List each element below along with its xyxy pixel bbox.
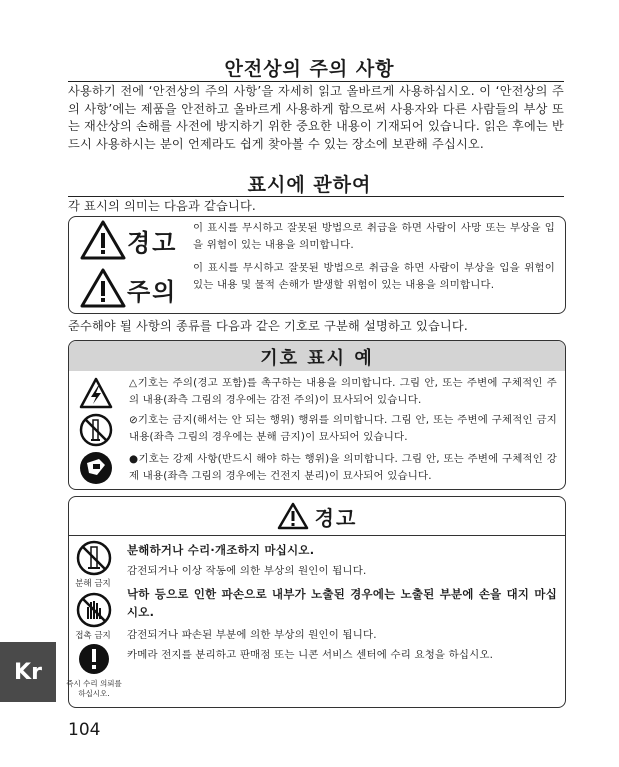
symbol-prohibition-description: ⊘기호는 금지(해서는 안 되는 행위) 행위를 의미합니다. 그림 안, 또는 주변에 구체적인 금지 내용(좌측 그림의 경우에는 분해 금지)이 묘사되어 있습니다. (129, 414, 557, 443)
warning-triangle-icon (79, 219, 127, 261)
page-number: 104 (68, 720, 101, 740)
signal-words-box (68, 216, 566, 314)
warning-box-title: 경고 (314, 505, 358, 530)
meaning-intro: 각 표시의 의미는 다음과 같습니다. (68, 199, 256, 213)
warning-triangle-icon (277, 502, 309, 530)
no-disassembly-icon (75, 539, 113, 577)
section-rule (68, 196, 564, 197)
caution-label: 주의 (127, 278, 178, 306)
caution-triangle-icon (79, 267, 127, 309)
no-disassembly-icon (79, 413, 113, 447)
symbol-caution-description: △기호는 주의(경고 포함)를 촉구하는 내용을 의미합니다. 그림 안, 또는 주변에 구체적인 주의 내용(좌측 그림의 경우에는 감전 주의)이 묘사되어 있습니다. (129, 377, 557, 406)
no-touch-icon (75, 591, 113, 629)
no-disassembly-caption: 분해 금지 (75, 579, 111, 589)
warning-item-1-body: 감전되거나 이상 작동에 의한 부상의 원인이 됩니다. (127, 565, 367, 577)
no-touch-caption: 접촉 금지 (75, 631, 111, 641)
title-rule (68, 81, 564, 82)
warning-description: 이 표시를 무시하고 잘못된 방법으로 취급을 하면 사람이 사망 또는 부상을 입을 위험이 있는 내용을 의미합니다. (193, 222, 555, 251)
intro-paragraph: 사용하기 전에 ‘안전상의 주의 사항’을 자세히 읽고 올바르게 사용하십시오. 이 ‘안전상의 주의 사항’에는 제품을 안전하고 올바르게 사용하게 함으로써 사용자와 다른 사람들의 부상 또는 재산상의 손해를 사전에 방지하기 위한 중요한 내용이 기재되어 있습니다. 읽은 후에는 반드시 사용하시는 분이 언제라도 쉽게 찾아볼 수 있는 장소에 보관해 주십시오. (68, 84, 564, 151)
section-title: 표시에 관하여 (247, 174, 372, 196)
symbol-examples-title: 기호 표시 예 (260, 348, 374, 369)
caution-description: 이 표시를 무시하고 잘못된 방법으로 취급을 하면 사람이 부상을 입을 위험이 있는 내용 및 물적 손해가 발생할 위험이 있는 내용을 의미합니다. (193, 262, 555, 291)
symbol-mandatory-description: ●기호는 강제 사항(반드시 해야 하는 행위)을 의미합니다. 그림 안, 또는 주변에 구체적인 강제 내용(좌측 그림의 경우에는 건전지 분리)이 묘사되어 있습니다. (129, 453, 557, 482)
warning-box-divider (69, 535, 565, 536)
warning-item-1-heading: 분해하거나 수리·개조하지 마십시오. (127, 543, 315, 557)
repair-request-caption: 즉시 수리 의뢰를 하십시오. (66, 679, 122, 698)
symbol-examples-box (68, 340, 566, 490)
warning-item-3-body: 카메라 전지를 분리하고 판매점 또는 니콘 서비스 센터에 수리 요청을 하십시오. (127, 649, 494, 661)
warning-box-header (69, 497, 565, 535)
language-tab: Kr (0, 642, 56, 702)
warning-item-2-heading: 낙하 등으로 인한 파손으로 내부가 노출된 경우에는 노출된 부분에 손을 대지 마십시오. (127, 587, 557, 619)
page-title: 안전상의 주의 사항 (224, 58, 395, 80)
electric-shock-icon (79, 377, 113, 409)
warning-item-2-body: 감전되거나 파손된 부분에 의한 부상의 원인이 됩니다. (127, 629, 377, 641)
warning-label: 경고 (127, 229, 178, 257)
mandatory-action-icon (78, 643, 110, 675)
remove-battery-icon (79, 451, 113, 485)
warning-box (68, 496, 566, 708)
symbols-intro: 준수해야 될 사항의 종류를 다음과 같은 기호로 구분해 설명하고 있습니다. (68, 319, 468, 333)
